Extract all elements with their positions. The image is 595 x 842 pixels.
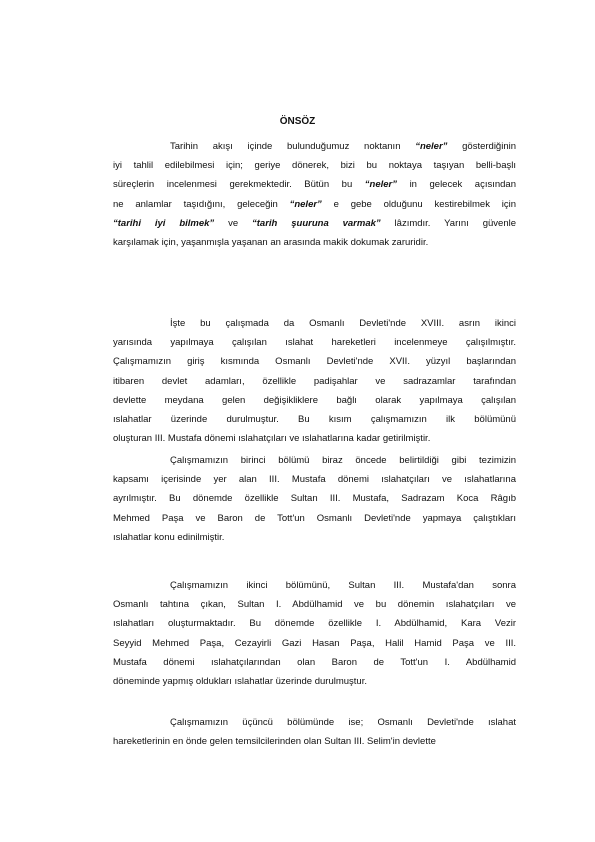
text-line — [113, 470, 516, 489]
text-line — [113, 314, 516, 333]
text-line — [113, 672, 516, 691]
text-run: ıslahatlar konu edinilmiştir. — [113, 531, 225, 543]
text-line — [113, 576, 516, 595]
text-run: e gebe olduğunu kestirebilmek için — [321, 198, 516, 210]
paragraph — [113, 576, 516, 691]
emphasis-run: “neler” — [289, 198, 322, 210]
text-run: ve — [214, 217, 253, 229]
text-run: Mustafa dönemi ıslahatçılarından olan Baron de Tott'un I. Abdülhamid — [113, 656, 516, 668]
text-line — [113, 137, 516, 156]
text-line — [113, 509, 516, 528]
text-run: in gelecek açısından — [397, 179, 516, 191]
text-run: İşte bu çalışmada da Osmanlı Devleti'nde XVIII. asrın ikinci — [170, 318, 516, 329]
paragraph — [113, 314, 516, 448]
text-run: karşılamak için, yaşanmışla yaşanan an arasında makik dokumak zaruridir. — [113, 236, 429, 248]
text-line — [113, 233, 516, 252]
text-line — [113, 614, 516, 633]
text-run: Çalışmamızın ikinci bölümünü, Sultan III. Mustafa'dan sonra — [170, 580, 516, 591]
text-run: kapsamı içerisinde yer alan III. Mustafa dönemi ıslahatçıları ve ıslahatlarına — [113, 474, 516, 486]
text-line — [113, 214, 516, 233]
text-run: Mehmed Paşa ve Baron de Tott'un Osmanlı Devleti'nde yapmaya çalıştıkları — [113, 512, 516, 524]
emphasis-run: “neler” — [415, 141, 448, 152]
text-run: lâzımdır. Yarını güvenle — [380, 217, 516, 229]
text-line — [113, 391, 516, 410]
text-line — [113, 175, 516, 194]
text-line — [113, 372, 516, 391]
text-line — [113, 429, 516, 448]
text-run: ayrılmıştır. Bu dönemde özellikle Sultan III. Mustafa, Sadrazam Koca Râgıb — [113, 493, 516, 505]
text-run: ıslahatlar üzerinde durulmuştur. Bu kısım çalışmamızın ilk bölümünü — [113, 413, 516, 425]
emphasis-run: “tarih şuuruna varmak” — [252, 217, 381, 229]
text-run: iyi tahlil edilebilmesi için; geriye dönerek, bizi bu noktaya taşıyan belli-başlı — [113, 160, 516, 172]
text-run: Osmanlı tahtına çıkan, Sultan I. Abdülhamid ve bu dönemin ıslahatçıları ve — [113, 599, 516, 611]
text-run: Çalışmamızın üçüncü bölümünde ise; Osmanlı Devleti'nde ıslahat — [170, 717, 516, 728]
text-run: ne anlamlar taşıdığını, geleceğin — [113, 198, 290, 210]
text-run: Çalışmamızın birinci bölümü biraz öncede belirtildiği gibi tezimizin — [170, 455, 516, 466]
text-line — [113, 653, 516, 672]
paragraph — [113, 451, 516, 547]
text-run: Tarihin akışı içinde bulunduğumuz noktanın — [170, 141, 416, 152]
text-line — [113, 333, 516, 352]
text-line — [113, 634, 516, 653]
text-line — [113, 713, 516, 732]
text-line — [113, 195, 516, 214]
text-line — [113, 451, 516, 470]
text-line — [113, 595, 516, 614]
text-run: Seyyid Mehmed Paşa, Cezayirli Gazi Hasan Paşa, Halil Hamid Paşa ve III. — [113, 637, 516, 649]
text-run: Çalışmamızın giriş kısmında Osmanlı Devleti'nde XVII. yüzyıl başlarından — [113, 356, 516, 368]
text-run: devlette meydana gelen değişikliklere bağlı olarak yapılmaya çalışılan — [113, 394, 516, 406]
text-line — [113, 352, 516, 371]
text-run: ıslahatları oluşturmaktadır. Bu dönemde özellikle I. Abdülhamid, Kara Vezir — [113, 618, 516, 630]
text-line — [113, 732, 516, 751]
text-run: süreçlerin incelenmesi gerekmektedir. Bütün bu — [113, 179, 365, 191]
text-line — [113, 156, 516, 175]
emphasis-run: “neler” — [364, 179, 398, 191]
text-run: hareketlerinin en önde gelen temsilcilerinden olan Sultan III. Selim'in devlette — [113, 736, 436, 748]
emphasis-run: “tarihi iyi bilmek” — [113, 217, 215, 229]
text-line — [113, 410, 516, 429]
text-run: oluşturan III. Mustafa dönemi ıslahatçıları ve ıslahatlarına kadar getirilmiştir. — [113, 433, 431, 445]
paragraph — [113, 137, 516, 252]
text-run: itibaren devlet adamları, özellikle padişahlar ve sadrazamlar tarafından — [113, 375, 516, 387]
paragraph — [113, 713, 516, 751]
text-run: yarısında yapılmaya çalışılan ıslahat hareketleri incelenmeye çalışılmıştır. — [113, 337, 516, 349]
text-run: gösterdiğinin — [447, 141, 517, 152]
text-line — [113, 528, 516, 547]
text-run: döneminde yapmış oldukları ıslahatlar üzerinde durulmuştur. — [113, 675, 367, 687]
text-line — [113, 489, 516, 508]
page-title: ÖNSÖZ — [279, 116, 316, 127]
